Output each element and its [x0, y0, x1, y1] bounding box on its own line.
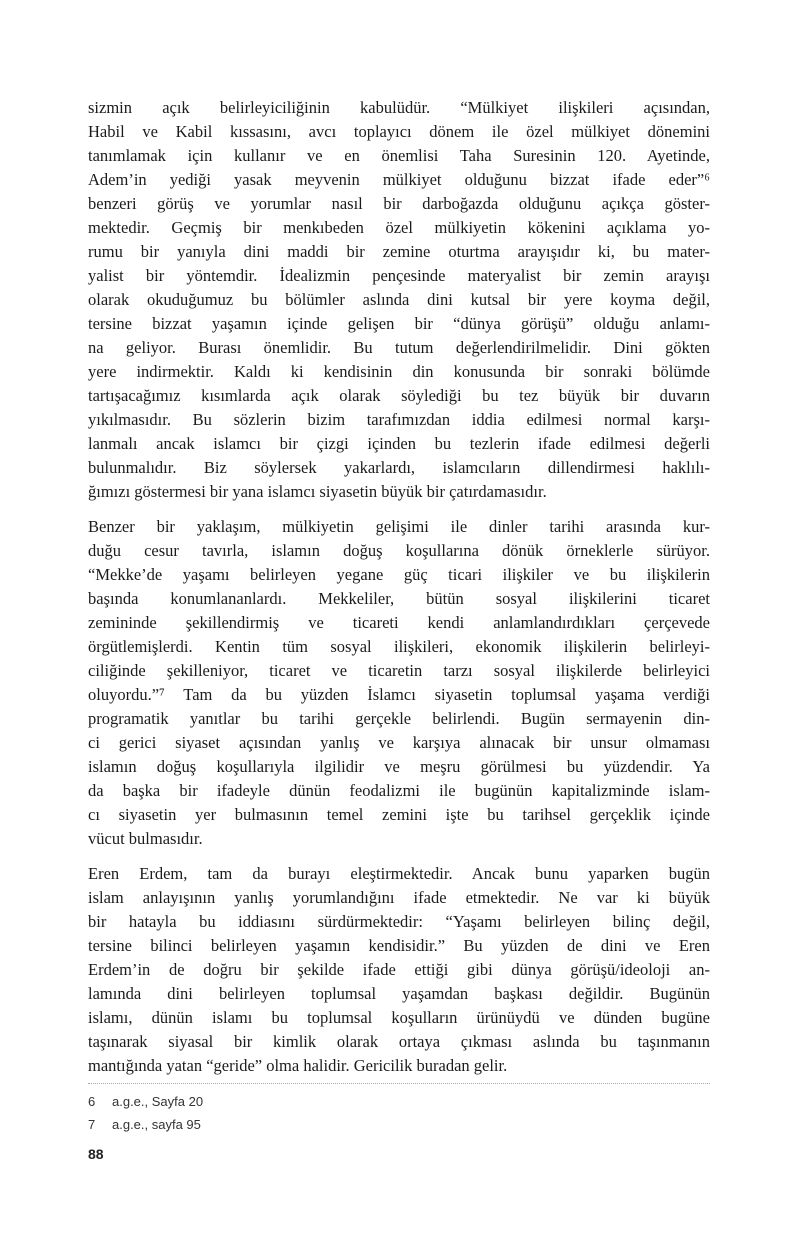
text-line: islamı, dünün islamı bu toplumsal koşulların ürünüydü ve dünden bugüne: [88, 1008, 710, 1027]
text-line: Habil ve Kabil kıssasını, avcı toplayıcı dönem ile özel mülkiyet dönemini: [88, 122, 710, 141]
text-line: da başka bir ifadeyle dünün feodalizmi ile bugünün kapitalizminde islam-: [88, 781, 710, 800]
text-line: “Mekke’de yaşamı belirleyen yegane güç ticari ilişkiler ve bu ilişkilerin: [88, 565, 710, 584]
text-line: sizmin açık belirleyiciliğinin kabulüdür. “Mülkiyet ilişkileri açısından,: [88, 98, 710, 117]
text-line: yalist bir yöntemdir. İdealizmin pençesinde materyalist bir zemin arayışı: [88, 266, 710, 285]
text-line: lanmalı ancak islamcı bir çizgi içinden bu tezlerin ifade edilmesi değerli: [88, 434, 710, 453]
text-line: cı siyasetin yer bulmasının temel zemini işte bu tarihsel gerçeklik içinde: [88, 805, 710, 824]
paragraph: [88, 862, 710, 1078]
text-line: örgütlemişlerdi. Kentin tüm sosyal ilişkileri, ekonomik ilişkilerin belirleyi-: [88, 637, 710, 656]
body-text: [88, 96, 710, 1089]
text-line: taşınarak siyasal bir kimlik olarak ortaya çıkması aslında bu taşınmanın: [88, 1032, 710, 1051]
text-line: benzeri görüş ve yorumlar nasıl bir darboğazda olduğunu açıkça göster-: [88, 194, 710, 213]
text-line: mektedir. Geçmiş bir menkıbeden özel mülkiyetin kökenini açıklama yo-: [88, 218, 710, 237]
footnote-divider: [88, 1083, 710, 1084]
text-line: zemininde şekillendirmiş ve ticareti kendi anlamlandırdıkları çerçevede: [88, 613, 710, 632]
text-line: duğu cesur tavırla, islamın doğuş koşullarına dönük örneklerle sürüyor.: [88, 541, 710, 560]
text-line: islamın doğuş koşullarıyla ilgilidir ve meşru görülmesi bu yüzdendir. Ya: [88, 757, 710, 776]
footnote-text: a.g.e., Sayfa 20: [112, 1094, 204, 1109]
text-line: Eren Erdem, tam da burayı eleştirmektedir. Ancak bunu yaparken bugün: [88, 864, 710, 883]
footnotes: [88, 1090, 710, 1136]
footnote: [88, 1090, 710, 1113]
text-line: islam anlayışının yanlış yorumlandığını ifade etmektedir. Ne var ki büyük: [88, 888, 710, 907]
footnote-marker: 6: [88, 1094, 96, 1109]
text-line: yıkılmasıdır. Bu sözlerin bizim tarafımızdan iddia edilmesi normal karşı-: [88, 410, 710, 429]
text-line: başında konumlananlardı. Mekkeliler, bütün sosyal ilişkilerini ticaret: [88, 589, 710, 608]
text-line: tersine bilinci belirleyen yaşamın kendisidir.” Bu yüzden de dini ve Eren: [88, 936, 710, 955]
text-line: Benzer bir yaklaşım, mülkiyetin gelişimi ile dinler tarihi arasında kur-: [88, 517, 710, 536]
paragraph: [88, 515, 710, 851]
text-line: Erdem’in de doğru bir şekilde ifade ettiği gibi dünya görüşü/ideoloji an-: [88, 960, 710, 979]
page-number: 88: [88, 1146, 104, 1162]
text-line: tanımlamak için kullanır ve en önemlisi Taha Suresinin 120. Ayetinde,: [88, 146, 710, 165]
text-line: bir hatayla bu iddiasını sürdürmektedir: “Yaşamı belirleyen bilinç değil,: [88, 912, 710, 931]
text-line: tartışacağımız kısımlarda açık olarak söylediği bu tez büyük bir duvarın: [88, 386, 710, 405]
footnote: [88, 1113, 710, 1136]
footnote-area: [88, 1083, 710, 1136]
text-line: olarak okuduğumuz bu bölümler aslında dini kutsal bir yere koyma değil,: [88, 290, 710, 309]
text-line: mantığında yatan “geride” olma halidir. Gericilik buradan gelir.: [88, 1056, 508, 1075]
text-line: programatik yanıtlar bu tarihi gerçekle belirlendi. Bugün sermayenin din-: [88, 709, 710, 728]
text-line: bulunmalıdır. Biz söylersek yakarlardı, islamcıların dillendirmesi haklılı-: [88, 458, 710, 477]
text-line: ğımızı göstermesi bir yana islamcı siyasetin büyük bir çatırdamasıdır.: [88, 482, 547, 501]
text-line: tersine bizzat yaşamın içinde gelişen bir “dünya görüşü” olduğu anlamı-: [88, 314, 710, 333]
text-line: lamında dini belirleyen toplumsal yaşamdan başkası değildir. Bugünün: [88, 984, 710, 1003]
text-line: rumu bir yanıyla dini maddi bir zemine oturtma arayışıdır ki, bu mater-: [88, 242, 710, 261]
text-line: vücut bulmasıdır.: [88, 829, 203, 848]
text-line: yere indirmektir. Kaldı ki kendisinin din konusunda bir sonraki bölümde: [88, 362, 710, 381]
text-line: Adem’in yediği yasak meyvenin mülkiyet olduğunu bizzat ifade eder”⁶: [88, 170, 710, 189]
paragraph: [88, 96, 710, 504]
footnote-marker: 7: [88, 1117, 96, 1132]
text-line: ci gerici siyaset açısından yanlış ve karşıya alınacak bir unsur olmaması: [88, 733, 710, 752]
text-line: na geliyor. Burası önemlidir. Bu tutum değerlendirilmelidir. Dini gökten: [88, 338, 710, 357]
footnote-text: a.g.e., sayfa 95: [112, 1117, 201, 1132]
text-line: ciliğinde şekilleniyor, ticaret ve ticaretin tarzı sosyal ilişkilerde belirleyici: [88, 661, 710, 680]
text-line: oluyordu.”⁷ Tam da bu yüzden İslamcı siyasetin toplumsal yaşama verdiği: [88, 685, 710, 704]
